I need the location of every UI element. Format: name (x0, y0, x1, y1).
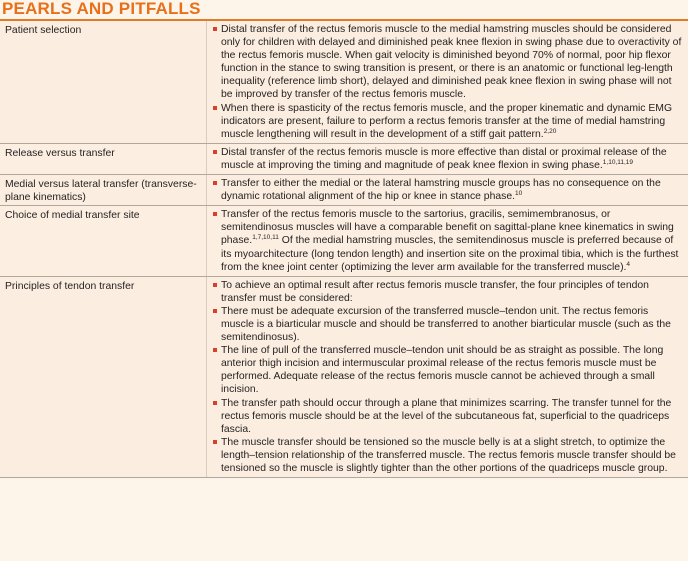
bullet-icon (213, 348, 217, 352)
bullet-icon (213, 181, 217, 185)
row-label: Principles of tendon transfer (5, 280, 135, 292)
table-row (0, 277, 688, 478)
item-text: The muscle transfer should be tensioned so the muscle belly is at a slight stretch, to optimize the length–tension relationship of the transferred muscle. The rectus femoris muscle transfer should be tensioned so the muscle is slightly tighter than the other portions of the quadriceps muscle group. (221, 436, 676, 474)
item-text: Transfer of the rectus femoris muscle to the sartorius, gracilis, semimembranosus, or semitendinosus muscles will have a comparable benefit on sagittal-plane knee kinematics in swing phase. (221, 209, 674, 247)
item-text: Transfer to either the medial or the lateral hamstring muscle groups has no consequence on the dynamic rotational alignment of the hip or knee in stance phase. (221, 178, 661, 203)
item-text: There must be adequate excursion of the transferred muscle–tendon unit. The rectus femoris muscle is a biarticular muscle and should be transferred to another biarticular muscle (such as the semitendinosus). (221, 305, 671, 344)
row-content (206, 144, 688, 174)
bullet-icon (213, 212, 217, 216)
bullet-icon (213, 309, 217, 313)
item-text: Distal transfer of the rectus femoris muscle is more effective than distal or proximal release of the muscle at improving the timing and magnitude of peak knee flexion in swing phase. (221, 146, 667, 171)
row-content (206, 21, 688, 143)
item-text: The line of pull of the transferred muscle–tendon unit should be as straight as possible. The long anterior thigh incision and intermuscular proximal release of the rectus femoris muscle must be performed. Adequate release of the rectus femoris muscle cannot be achieved through a small incision. (221, 345, 664, 396)
list-item (212, 208, 682, 273)
item-text: Distal transfer of the rectus femoris muscle to the medial hamstring muscles should be considered only for children with delayed and diminished peak knee flexion in swing phase due to overactivity of the rectus femoris muscle. When gait velocity is diminished beyond 70% of normal, poor hip flexor function in the stance to swing transition is present, or there is an anatomic or functional leg-length inequality (reference limb short), delayed and diminished peak knee flexion in swing phase will not be improved by transfer of the rectus femoris muscle. (221, 24, 682, 101)
row-content (206, 175, 688, 205)
row-content (206, 277, 688, 477)
list-item (212, 23, 682, 102)
citation: 1,7,10,11 (252, 234, 279, 242)
item-text: The transfer path should occur through a plane that minimizes scarring. The transfer tunnel for the rectus femoris muscle should be at the level of the subcutaneous fat, superficial to the quadriceps fascia. (221, 397, 672, 435)
table-row (0, 21, 688, 144)
citation: 10 (515, 190, 523, 198)
row-label: Release versus transfer (5, 147, 115, 159)
list-item (212, 177, 682, 203)
row-content (206, 206, 688, 275)
bullet-icon (213, 283, 217, 287)
citation: 1,10,11,19 (602, 158, 634, 166)
bullet-icon (213, 440, 217, 444)
bullet-icon (213, 150, 217, 154)
pearls-table (0, 19, 688, 478)
item-text: When there is spasticity of the rectus femoris muscle, and the proper kinematic and dynamic EMG indicators are present, failure to perform a rectus femoris transfer at the time of medial hamstring muscle lengthening will result in the development of a stiff gait pattern. (221, 102, 673, 140)
list-item (212, 397, 682, 436)
row-label: Choice of medial transfer site (5, 210, 140, 222)
row-label: Patient selection (5, 25, 82, 36)
table-row (0, 144, 688, 175)
list-item (212, 344, 682, 396)
list-item (212, 279, 682, 305)
citation: 2,20 (543, 127, 557, 135)
table-row (0, 175, 688, 206)
item-text-continued: Of the medial hamstring muscles, the semitendinosus muscle is preferred because of its myoarchitecture (long tendon length) and insertion site on the proximal tibia, which is the furthest from the knee joint center (optimizing the lever arm available for the transferred muscle). (221, 235, 679, 273)
table-row (0, 206, 688, 276)
list-item (212, 436, 682, 475)
list-item (212, 146, 682, 172)
row-label: Medial versus lateral transfer (transverse-plane kinematics) (5, 179, 197, 204)
bullet-icon (213, 27, 217, 31)
section-heading: PEARLS AND PITFALLS (0, 0, 688, 19)
bullet-icon (213, 401, 217, 405)
list-item (212, 102, 682, 141)
item-text: To achieve an optimal result after rectus femoris muscle transfer, the four principles of tendon transfer must be considered: (221, 279, 649, 304)
list-item (212, 305, 682, 344)
citation: 4 (626, 260, 631, 268)
bullet-icon (213, 106, 217, 110)
